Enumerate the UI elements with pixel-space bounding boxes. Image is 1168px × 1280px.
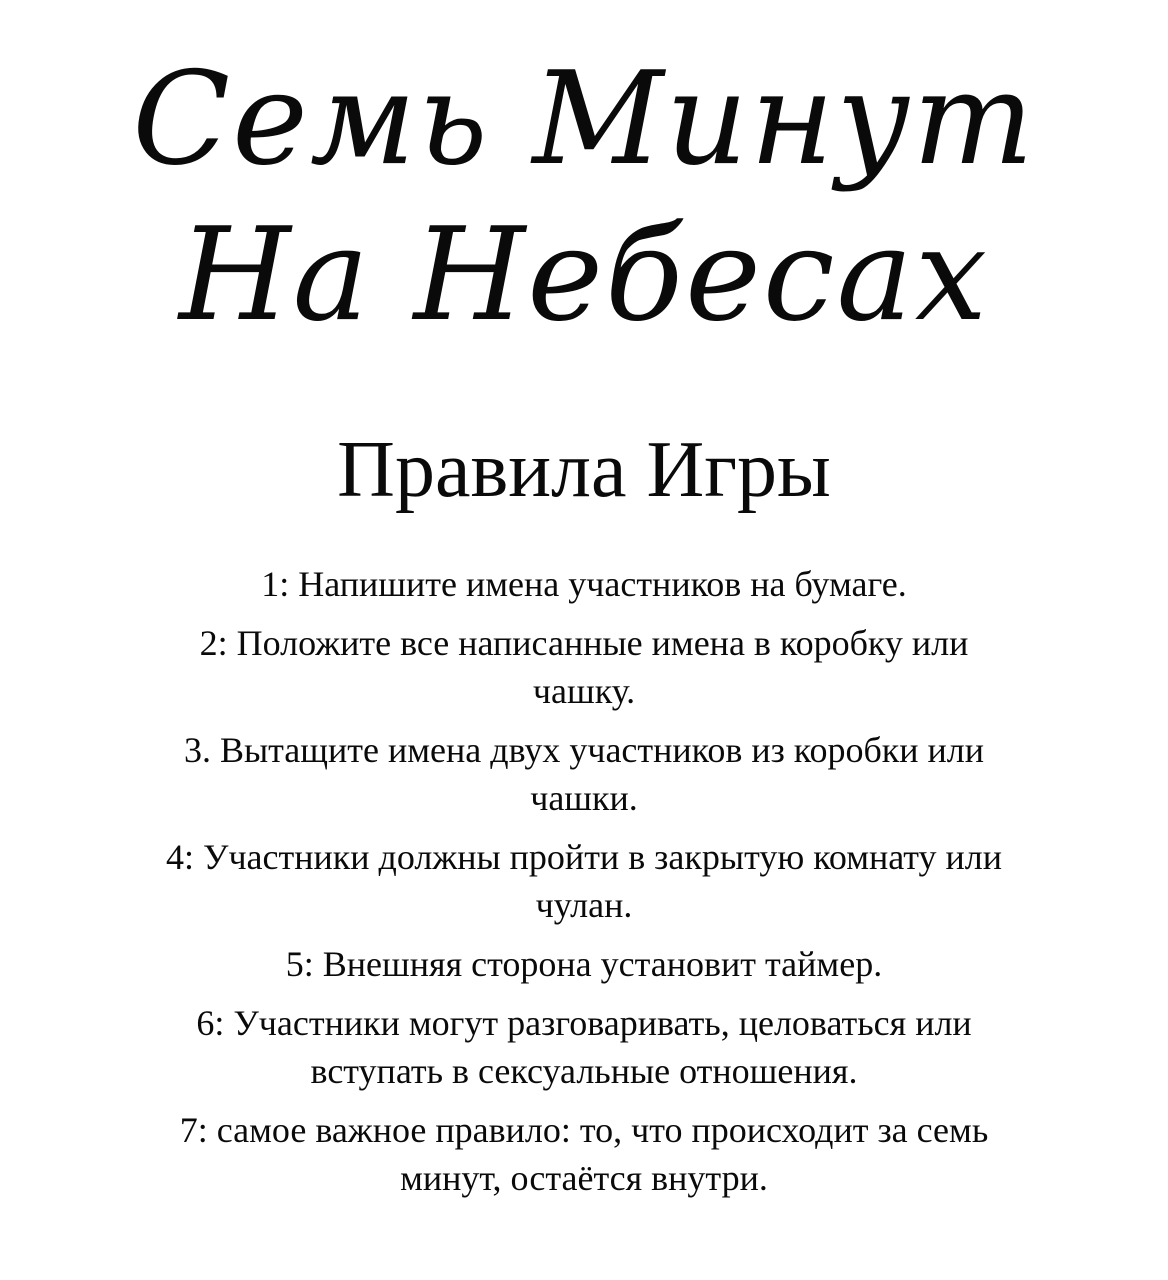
rule-item-6: 6: Участники могут разговаривать, целоваться или вступать в сексуальные отношения. xyxy=(196,1003,972,1091)
rule-item-2: 2: Положите все написанные имена в коробку или чашку. xyxy=(199,623,969,711)
rule-item-4: 4: Участники должны пройти в закрытую комнату или чулан. xyxy=(165,837,1003,925)
rules-list xyxy=(150,560,1018,1213)
rule-item-1: 1: Напишите имена участников на бумаге. xyxy=(261,564,907,604)
rules-heading: Правила Игры xyxy=(337,426,831,514)
rule-item-7: 7: самое важное правило: то, что происходит за семь минут, остаётся внутри. xyxy=(179,1110,989,1198)
script-title-line-1: Семь Минут xyxy=(132,45,1036,194)
script-title-line-2: На Небесах xyxy=(178,201,990,350)
rule-item-5: 5: Внешняя сторона установит таймер. xyxy=(285,944,883,984)
rule-item-3: 3. Вытащите имена двух участников из коробки или чашки. xyxy=(183,730,985,818)
